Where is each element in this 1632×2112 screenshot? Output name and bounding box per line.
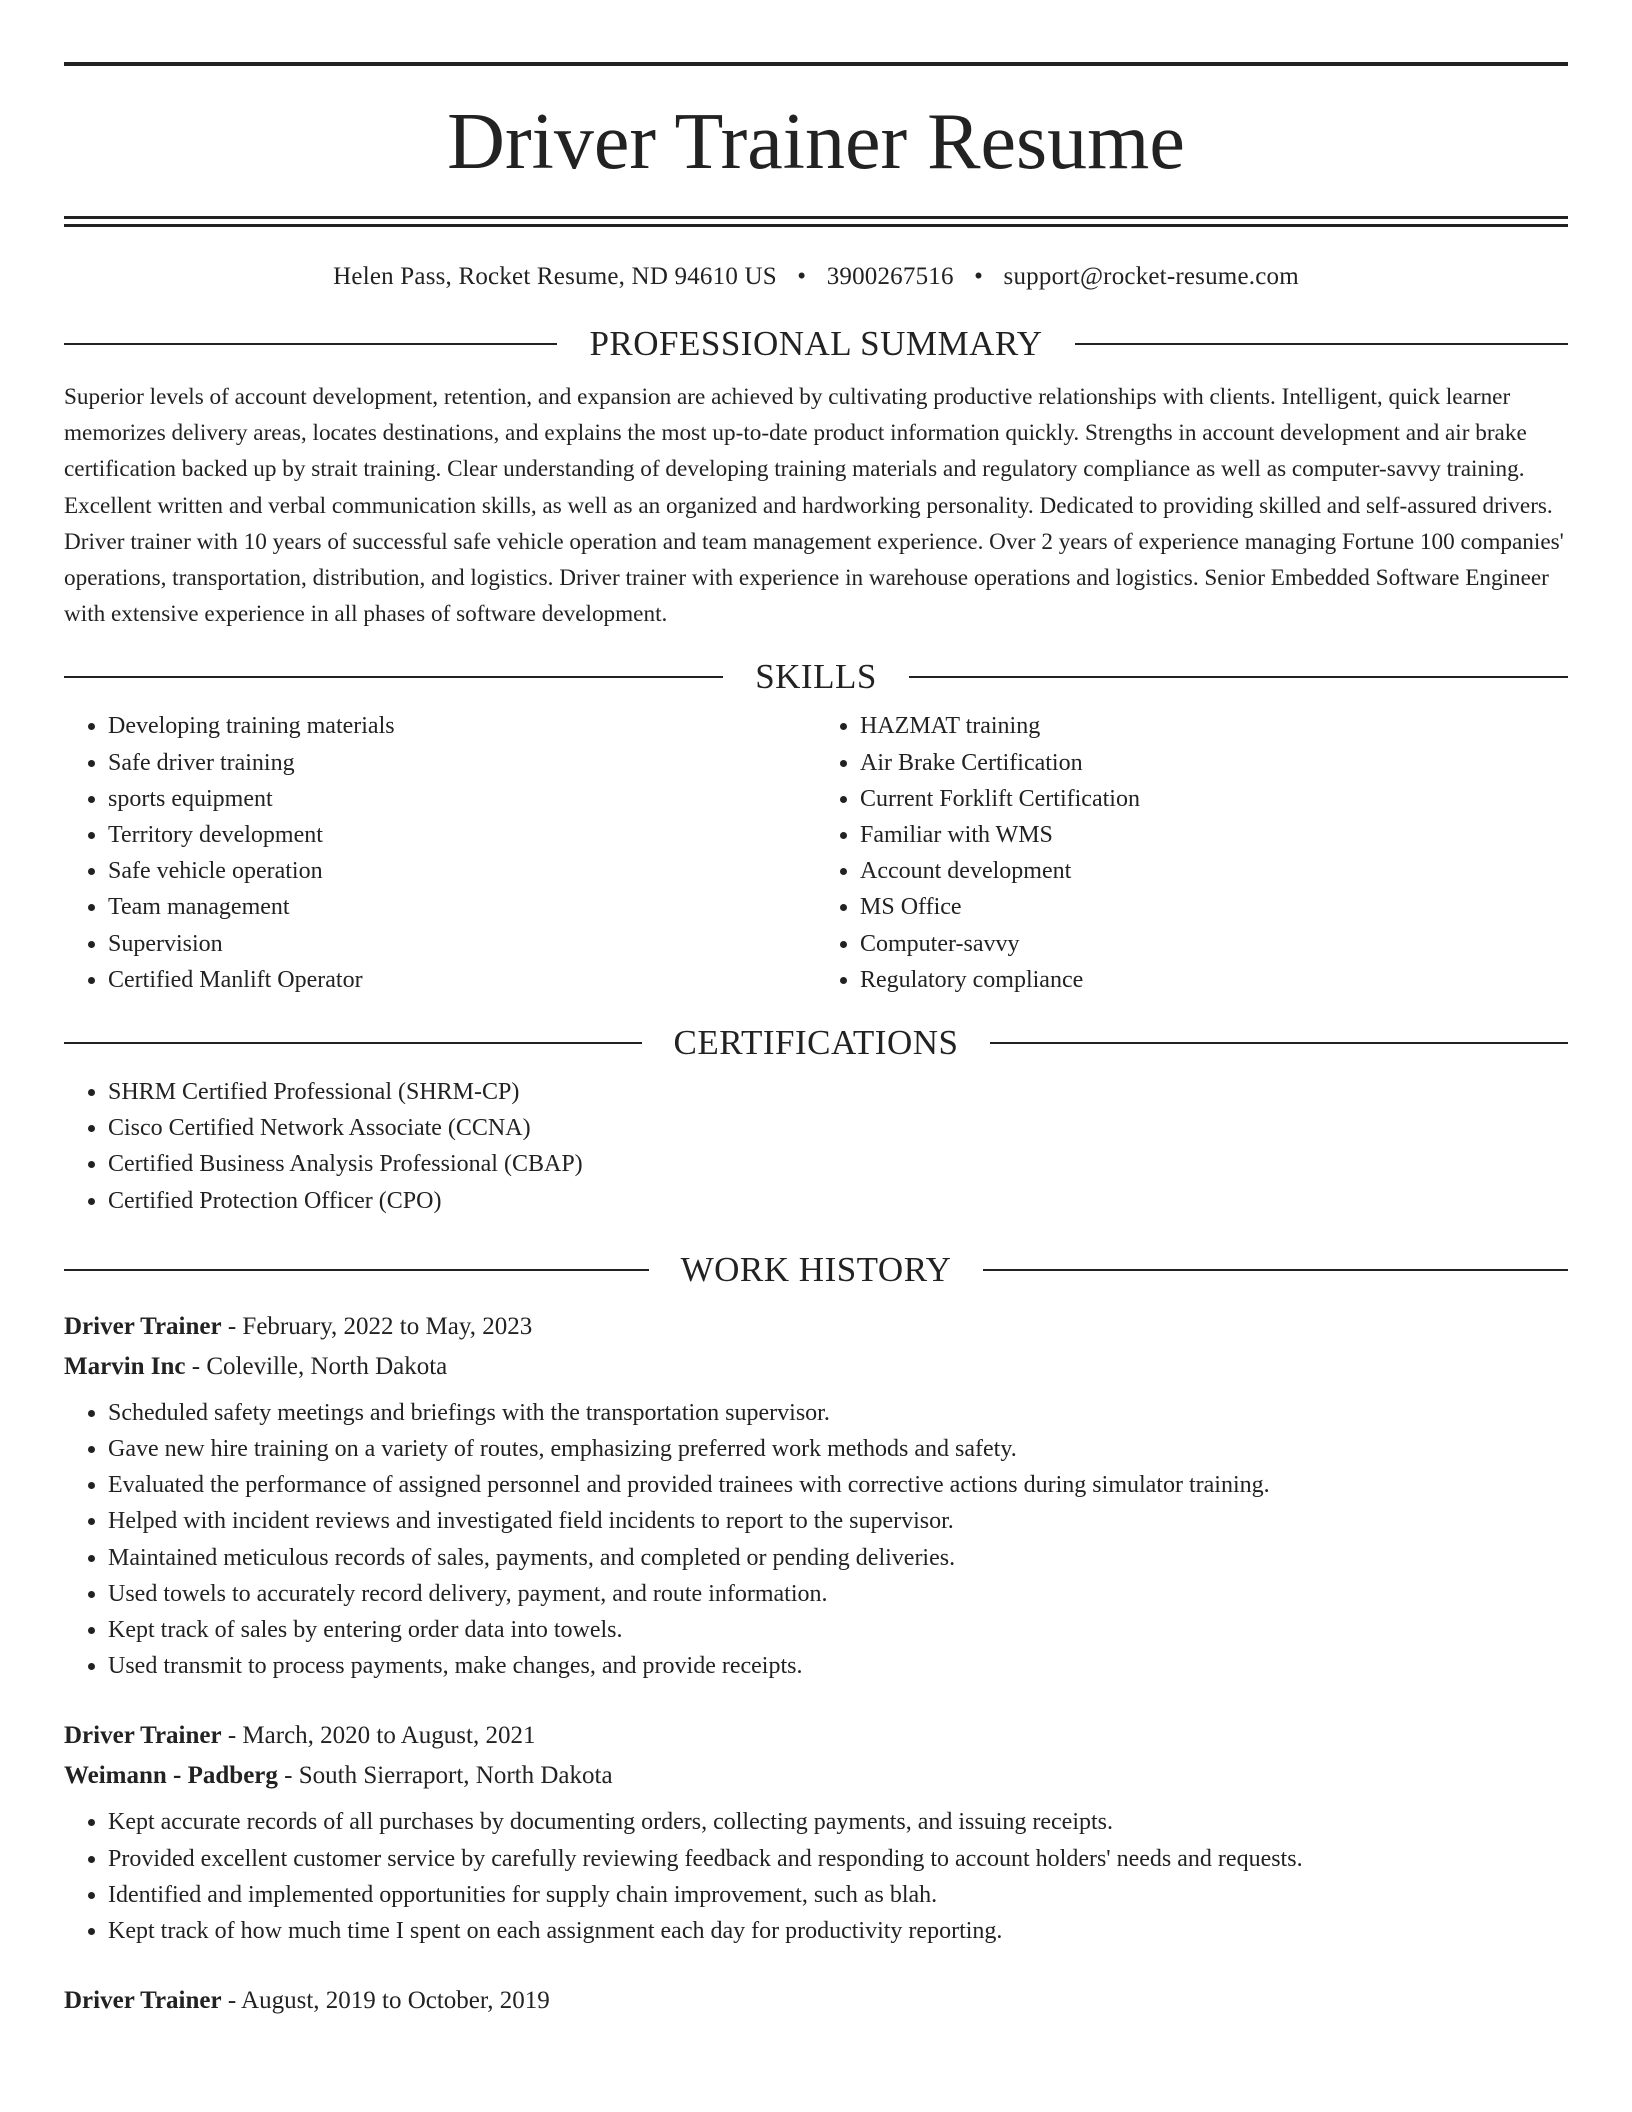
skill-item: • Team management [108, 889, 816, 925]
certification-item: • Certified Protection Officer (CPO) [108, 1183, 1568, 1219]
skill-item: • Supervision [108, 926, 816, 962]
job-title: Driver Trainer [64, 1312, 222, 1340]
job-duty-item: • Kept accurate records of all purchases by documenting orders, collecting payments, and issuing receipts. [108, 1804, 1568, 1840]
skill-item: • Territory development [108, 817, 816, 853]
summary-heading-label: PROFESSIONAL SUMMARY [589, 324, 1043, 363]
certification-item: • Certified Business Analysis Professional (CBAP) [108, 1146, 1568, 1182]
skill-item: • Regulatory compliance [860, 962, 1568, 998]
heading-rule-right [909, 676, 1568, 678]
job-duty-item: • Evaluated the performance of assigned personnel and provided trainees with corrective actions during simulator training. [108, 1467, 1568, 1503]
job-duty-item: • Helped with incident reviews and investigated field incidents to report to the supervisor. [108, 1503, 1568, 1539]
job-dates: - August, 2019 to October, 2019 [221, 1987, 550, 2015]
resume-page [64, 0, 1568, 2021]
skill-item: • Safe vehicle operation [108, 853, 816, 889]
job-company-line [64, 1756, 1568, 1796]
job-title-line [64, 1716, 1568, 1756]
job-title: Driver Trainer [64, 1987, 222, 2015]
skill-item: • Familiar with WMS [860, 817, 1568, 853]
job-duties-list [64, 1395, 1568, 1685]
heading-rule-left [64, 343, 557, 345]
top-rule [64, 62, 1568, 66]
job-location: - South Sierraport, North Dakota [277, 1762, 613, 1790]
heading-rule-right [983, 1269, 1568, 1271]
skill-item: • Current Forklift Certification [860, 781, 1568, 817]
job-duties-list [64, 1804, 1568, 1949]
skills-column-left [64, 708, 816, 998]
heading-rule-left [64, 1269, 649, 1271]
heading-rule-left [64, 1042, 642, 1044]
skill-item: • MS Office [860, 889, 1568, 925]
work-history-heading [64, 1247, 1568, 1293]
work-history-heading-label: WORK HISTORY [680, 1249, 952, 1289]
skill-item: • Account development [860, 853, 1568, 889]
certification-item: • Cisco Certified Network Associate (CCNA) [108, 1110, 1568, 1146]
contact-line [64, 263, 1568, 291]
job-title-line [64, 1307, 1568, 1347]
heading-rule-left [64, 676, 723, 678]
job-entry [64, 1716, 1568, 1949]
job-entry [64, 1981, 1568, 2021]
job-company: Weimann - Padberg [64, 1762, 278, 1790]
job-company-line [64, 1347, 1568, 1387]
job-duty-item: • Identified and implemented opportunities for supply chain improvement, such as blah. [108, 1877, 1568, 1913]
heading-rule-right [990, 1042, 1568, 1044]
job-duty-item: • Used transmit to process payments, make changes, and provide receipts. [108, 1648, 1568, 1684]
skill-item: • Safe driver training [108, 745, 816, 781]
skills-list [64, 700, 1568, 998]
skills-heading [64, 654, 1568, 700]
certifications-heading-label: CERTIFICATIONS [673, 1023, 959, 1063]
contact-email: support@rocket-resume.com [1003, 263, 1299, 290]
skill-item: • Certified Manlift Operator [108, 962, 816, 998]
certification-item: • SHRM Certified Professional (SHRM-CP) [108, 1074, 1568, 1110]
skill-item: • Air Brake Certification [860, 745, 1568, 781]
job-duty-item: • Gave new hire training on a variety of routes, emphasizing preferred work methods and safety. [108, 1431, 1568, 1467]
skills-column-right [816, 708, 1568, 998]
job-duty-item: • Provided excellent customer service by carefully reviewing feedback and responding to account holders' needs and requests. [108, 1841, 1568, 1877]
job-dates: - March, 2020 to August, 2021 [221, 1722, 536, 1750]
job-duty-item: • Maintained meticulous records of sales, payments, and completed or pending deliveries. [108, 1540, 1568, 1576]
contact-address: Helen Pass, Rocket Resume, ND 94610 US [333, 263, 777, 290]
work-history-list [64, 1307, 1568, 2021]
skill-item: • HAZMAT training [860, 708, 1568, 744]
job-dates: - February, 2022 to May, 2023 [221, 1312, 533, 1340]
job-duty-item: • Scheduled safety meetings and briefings with the transportation supervisor. [108, 1395, 1568, 1431]
certifications-heading [64, 1020, 1568, 1066]
job-title: Driver Trainer [64, 1722, 222, 1750]
title-double-rule [64, 216, 1568, 227]
job-duty-item: • Used towels to accurately record delivery, payment, and route information. [108, 1576, 1568, 1612]
job-duty-item: • Kept track of how much time I spent on each assignment each day for productivity reporting. [108, 1913, 1568, 1949]
job-title-line [64, 1981, 1568, 2021]
contact-phone: 3900267516 [826, 263, 954, 290]
contact-separator: • [797, 263, 807, 290]
job-location: - Coleville, North Dakota [185, 1352, 448, 1380]
summary-heading [64, 321, 1568, 367]
skill-item: • sports equipment [108, 781, 816, 817]
resume-title: Driver Trainer Resume [447, 98, 1185, 186]
job-entry [64, 1307, 1568, 1685]
job-duty-item: • Kept track of sales by entering order data into towels. [108, 1612, 1568, 1648]
certifications-list [64, 1074, 1568, 1219]
heading-rule-right [1075, 343, 1568, 345]
summary-text: Superior levels of account development, retention, and expansion are achieved by cultivating productive relationships with clients. Intelligent, quick learner memorizes delivery areas, locates destinations, and explains the most up-to-date product information quickly. Strengths in account development and air brake certification backed up by strait training. Clear understanding of developing training materials and regulatory compliance as well as computer-savvy training. Excellent written and verbal communication skills, as well as an organized and hardworking personality. Dedicated to providing skilled and self-assured drivers. Driver trainer with 10 years of successful safe vehicle operation and team management experience. Over 2 years of experience managing Fortune 100 companies' operations, transportation, distribution, and logistics. Driver trainer with experience in warehouse operations and logistics. Senior Embedded Software Engineer with extensive experience in all phases of software development. [64, 384, 1564, 628]
job-company: Marvin Inc [64, 1352, 186, 1380]
skills-heading-label: SKILLS [755, 657, 877, 697]
skill-item: • Developing training materials [108, 708, 816, 744]
contact-separator: • [974, 263, 984, 290]
skill-item: • Computer-savvy [860, 926, 1568, 962]
